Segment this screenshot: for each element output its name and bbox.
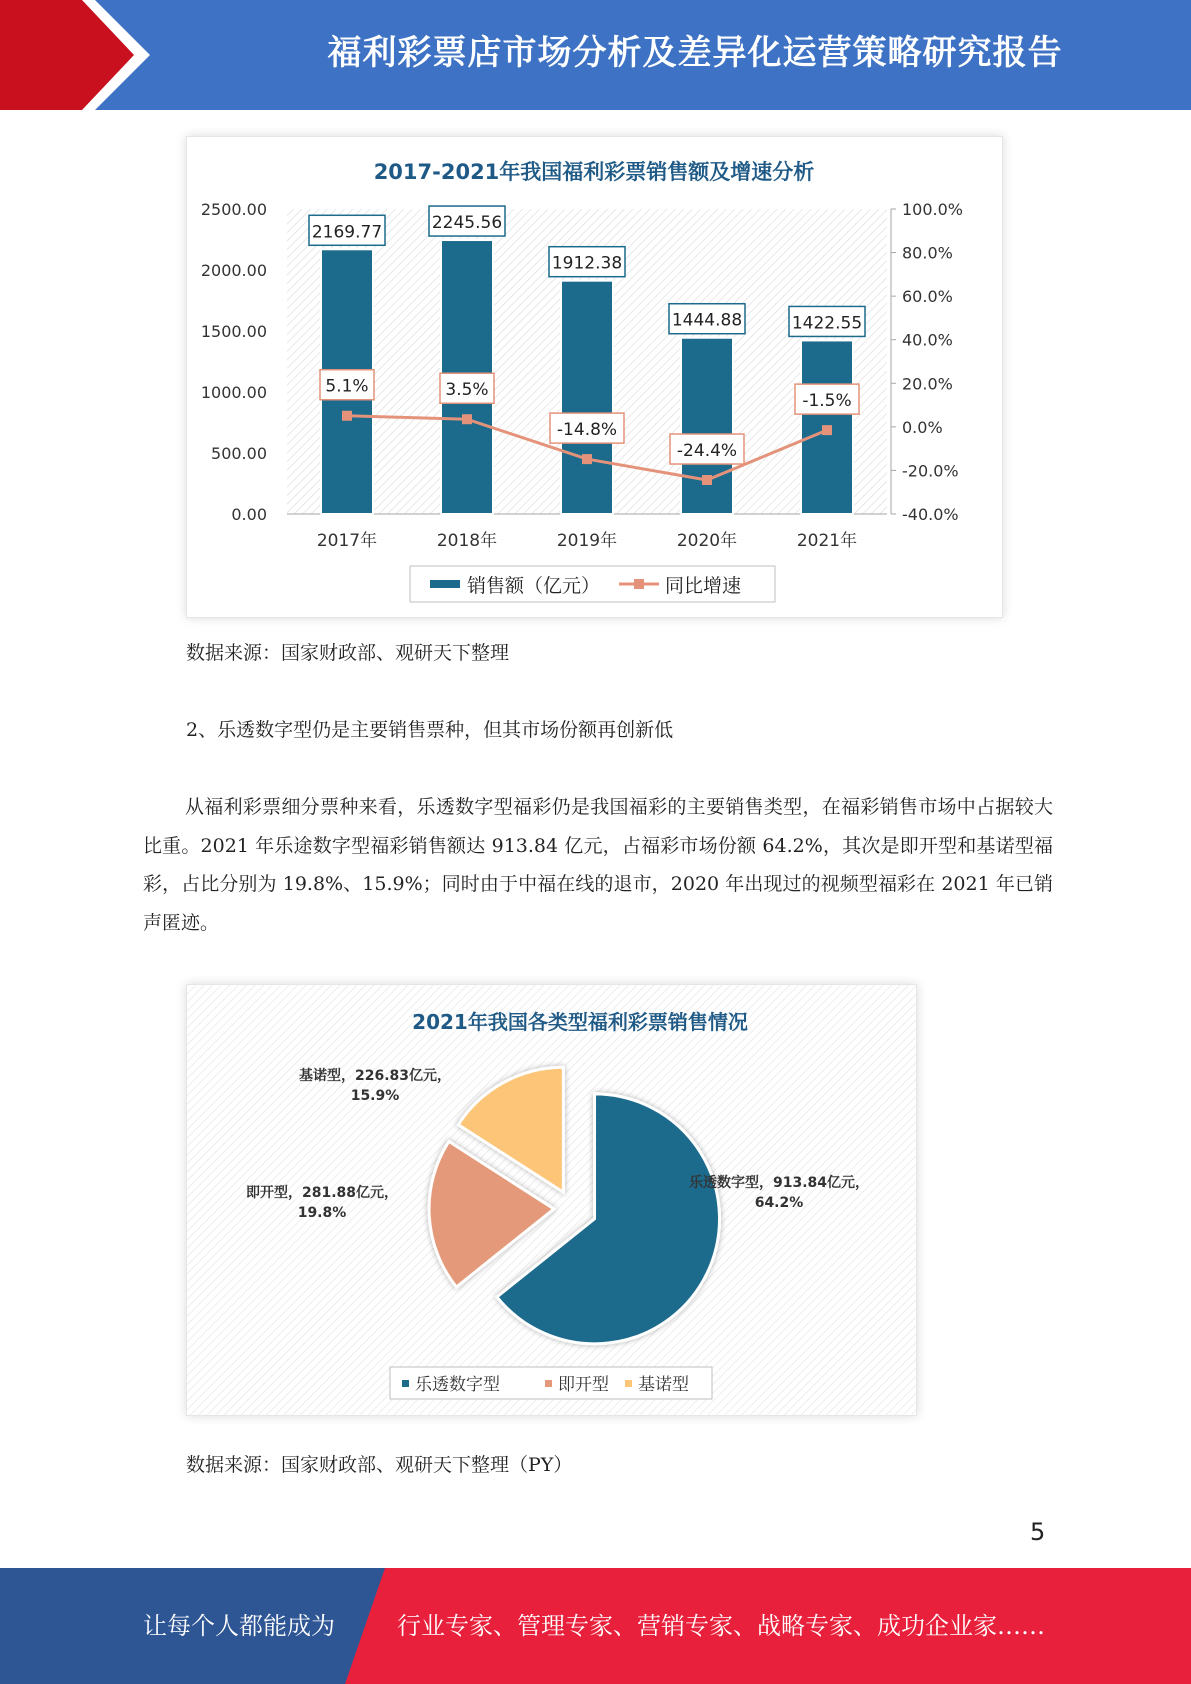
right-y-tick-label: 80.0% (902, 243, 953, 263)
chart2-source: 数据来源：国家财政部、观研天下整理（PY） (186, 1454, 573, 1476)
right-y-tick-label: 60.0% (902, 287, 953, 307)
bar-data-label: 1444.88 (671, 310, 743, 331)
left-y-tick-label: 2500.00 (200, 200, 267, 219)
right-y-tick-label: 0.0% (902, 417, 943, 437)
left-y-tick-label: 2000.00 (200, 261, 267, 280)
pie-label-line1: 基诺型，226.83亿元， (298, 1068, 452, 1084)
pie-legend-swatch (625, 1380, 632, 1387)
pie-legend-label: 基诺型 (638, 1375, 689, 1395)
bar-data-label: 1422.55 (791, 313, 863, 334)
right-y-tick-label: -40.0% (902, 505, 959, 524)
growth-data-label: 5.1% (325, 376, 369, 397)
pie-label-line2: 15.9% (350, 1088, 400, 1104)
growth-data-label: -24.4% (676, 441, 738, 462)
x-tick-label: 2018年 (436, 531, 498, 551)
growth-data-label: -1.5% (802, 391, 852, 412)
page-title: 福利彩票店市场分析及差异化运营策略研究报告 (327, 33, 1063, 73)
left-y-tick-label: 500.00 (211, 444, 267, 463)
bar-line-chart (186, 136, 1003, 618)
right-y-tick-label: -20.0% (902, 461, 959, 481)
chart-title: 2017-2021年我国福利彩票销售额及增速分析 (373, 160, 815, 184)
growth-marker-2020年 (702, 475, 712, 485)
pie-legend-swatch (402, 1380, 409, 1387)
bar-data-label: 2169.77 (311, 222, 383, 243)
left-y-tick-label: 1500.00 (200, 322, 267, 341)
growth-marker-2021年 (822, 425, 832, 435)
bar-data-label: 2245.56 (431, 213, 503, 234)
pie-chart (186, 984, 917, 1416)
x-tick-label: 2019年 (556, 531, 618, 551)
legend-label-growth: 同比增速 (665, 575, 742, 597)
right-y-tick-label: 20.0% (902, 374, 953, 394)
bar-2020年 (681, 338, 733, 514)
x-tick-label: 2017年 (316, 531, 378, 551)
chart1-source: 数据来源：国家财政部、观研天下整理 (186, 642, 510, 664)
pie-legend-label: 乐透数字型 (415, 1375, 500, 1395)
pie-chart-svg (187, 985, 916, 1415)
pie-legend-label: 即开型 (558, 1375, 609, 1395)
bar-data-label: 1912.38 (551, 253, 623, 274)
pie-label-line2: 19.8% (297, 1205, 347, 1221)
growth-marker-2017年 (342, 411, 352, 421)
pie-label-line2: 64.2% (754, 1195, 804, 1211)
body-paragraph: 从福利彩票细分票种来看，乐透数字型福彩仍是我国福彩的主要销售类型，在福彩销售市场中占据较大比重。2021 年乐途数字型福彩销售额达 913.84 亿元，占福彩市场份额 64.2%，其次是即开型和基诺型福彩，占比分别为 19.8%、15.9%；同时由于中福在线的退市，2020 年出现过的视频型福彩在 2021 年已销声匿迹。 (143, 796, 1053, 934)
legend-label-sales: 销售额（亿元） (467, 575, 601, 597)
growth-data-label: -14.8% (556, 420, 618, 441)
page-number: 5 (1030, 1518, 1046, 1546)
pie-legend-swatch (545, 1380, 552, 1387)
legend-marker-growth (634, 579, 644, 589)
bar-2019年 (561, 281, 613, 514)
pie-label-line1: 即开型，281.88亿元， (245, 1185, 399, 1201)
right-y-tick-label: 100.0% (902, 200, 964, 219)
section-subheading: 2、乐透数字型仍是主要销售票种，但其市场份额再创新低 (186, 719, 674, 741)
footer-slogan-right: 行业专家、管理专家、营销专家、战略专家、成功企业家…… (397, 1612, 1045, 1640)
growth-marker-2019年 (582, 454, 592, 464)
right-y-tick-label: 40.0% (902, 330, 953, 350)
page-footer (0, 1568, 1191, 1684)
left-y-tick-label: 0.00 (231, 505, 267, 524)
left-y-tick-label: 1000.00 (200, 383, 267, 402)
page-header (0, 0, 1191, 110)
growth-data-label: 3.5% (445, 380, 489, 401)
legend-swatch-sales (430, 580, 460, 588)
bar-line-chart-svg (187, 137, 1002, 617)
pie-label-line1: 乐透数字型，913.84亿元， (688, 1175, 870, 1191)
footer-slogan-left: 让每个人都能成为 (143, 1612, 335, 1640)
x-tick-label: 2020年 (676, 531, 738, 551)
pie-chart-title: 2021年我国各类型福利彩票销售情况 (412, 1010, 748, 1034)
growth-marker-2018年 (462, 414, 472, 424)
x-tick-label: 2021年 (796, 531, 858, 551)
